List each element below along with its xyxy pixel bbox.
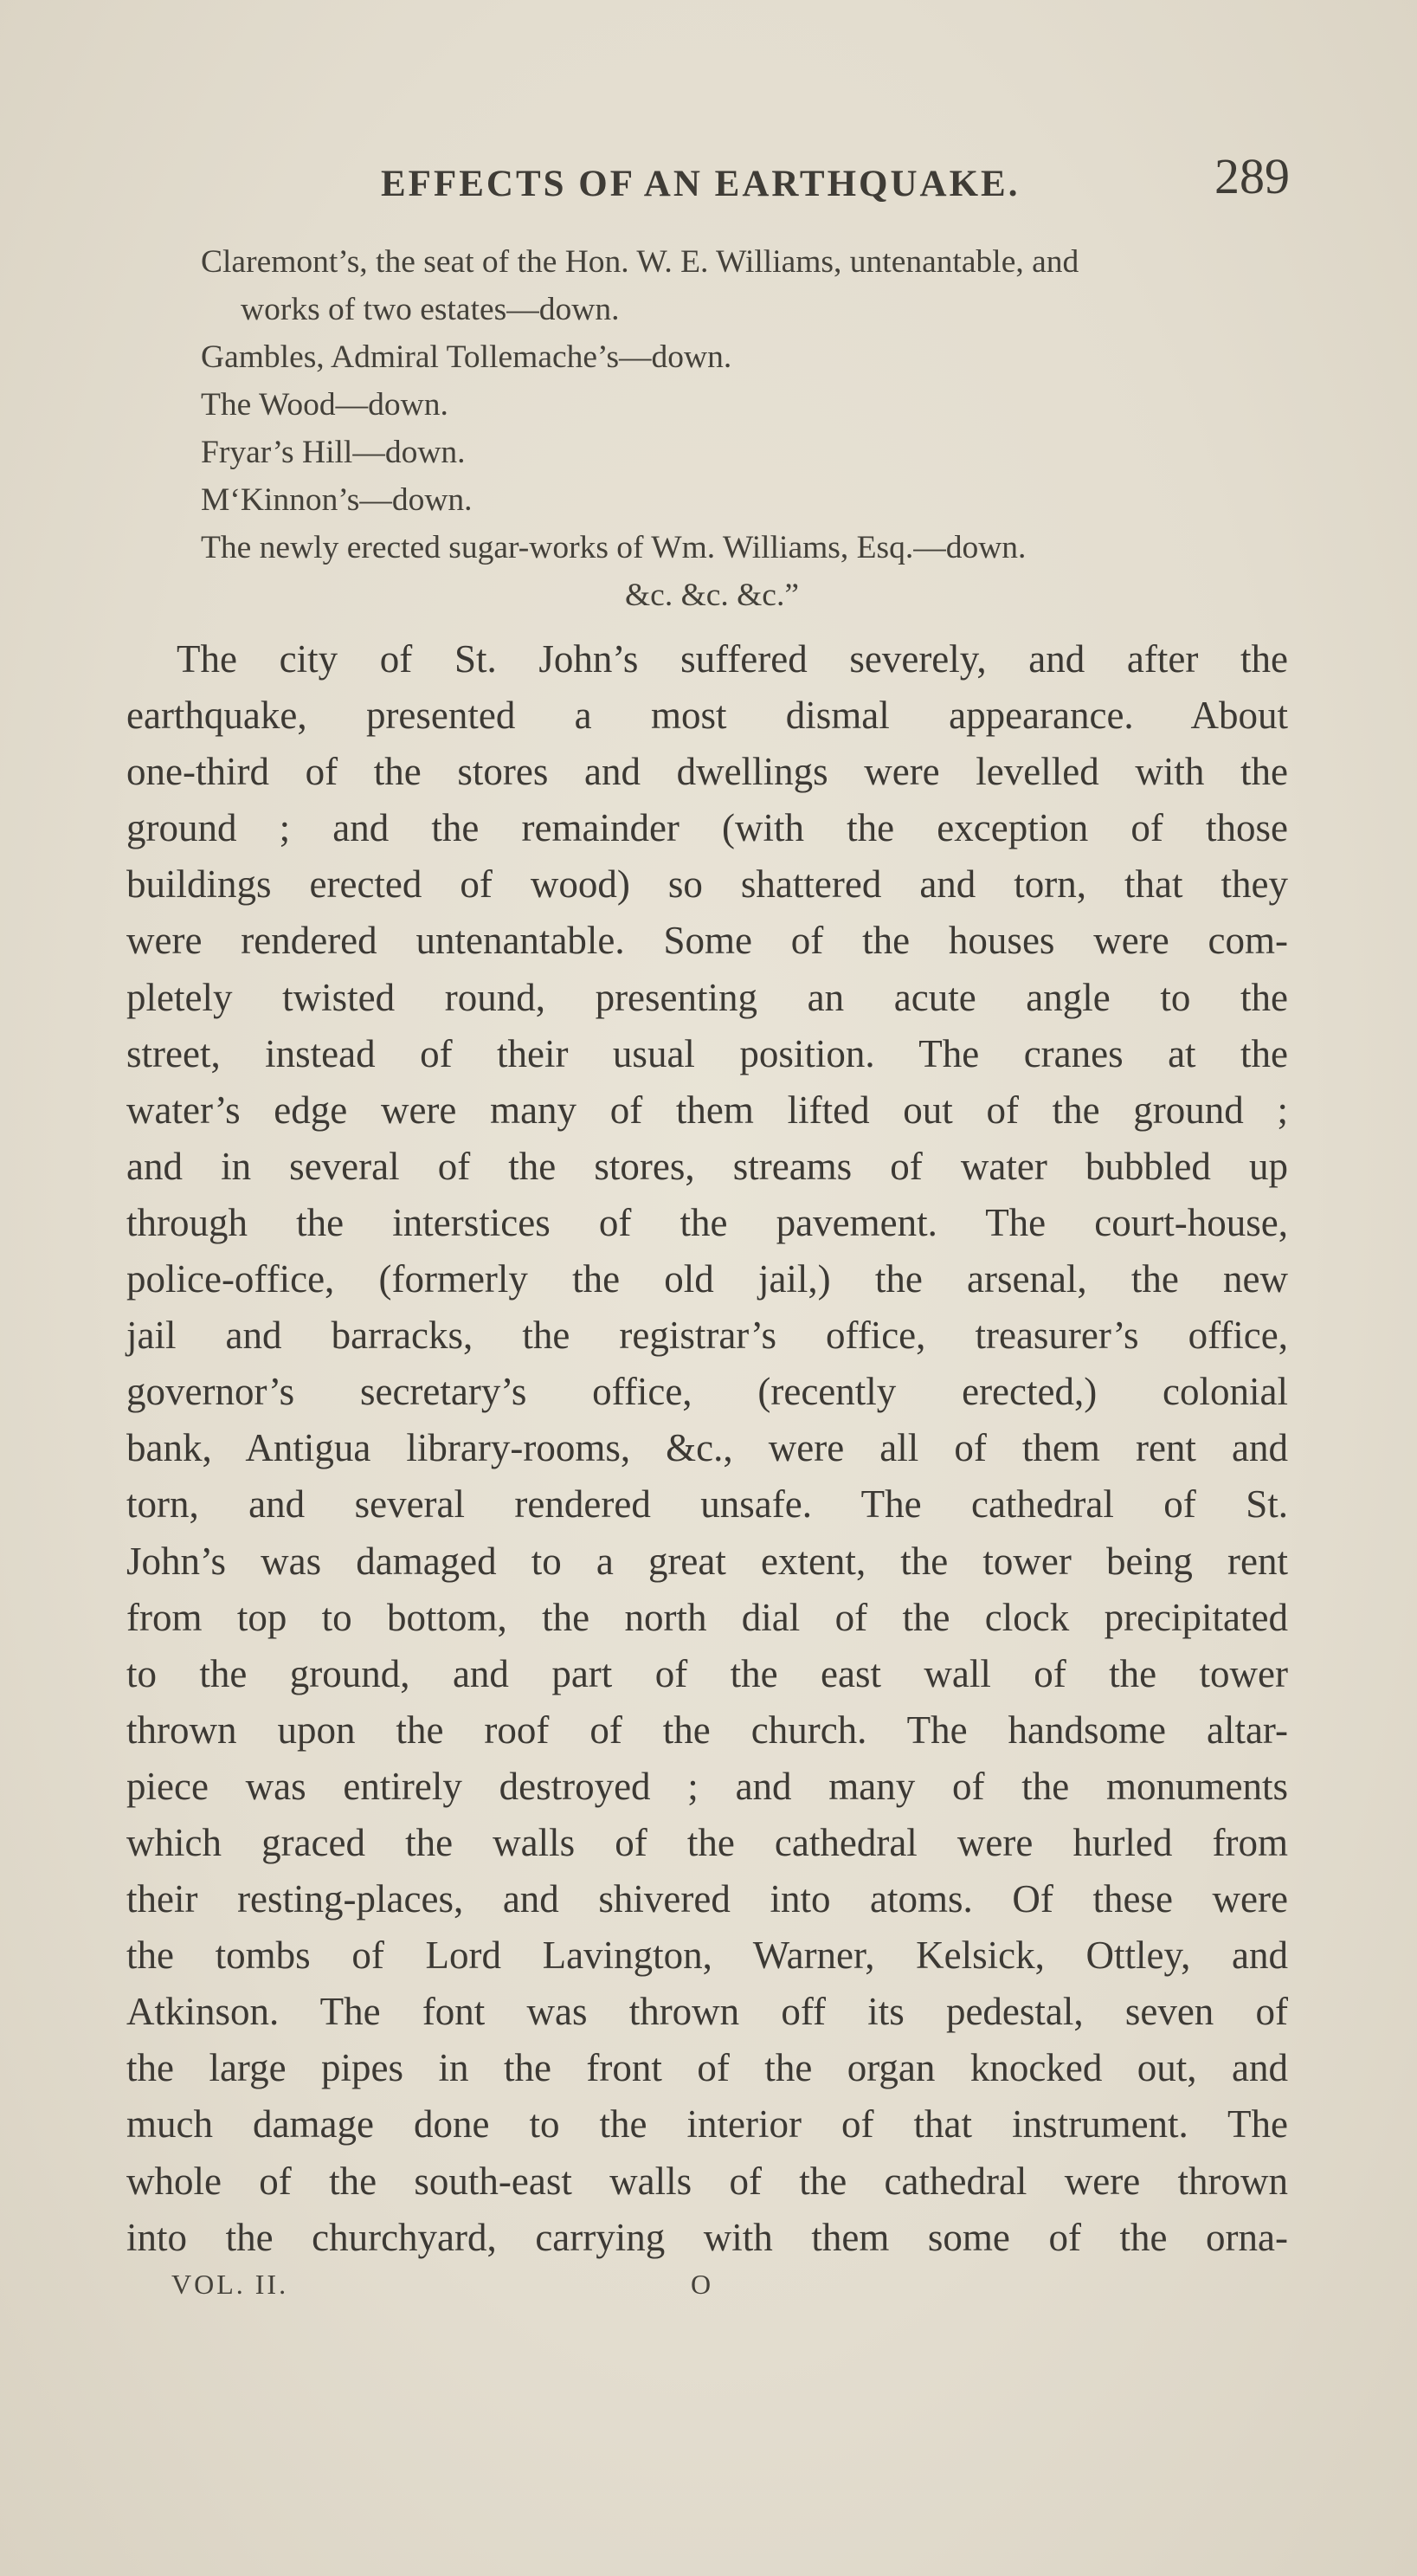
body-paragraph bbox=[126, 631, 1288, 2266]
text-line: pletely twisted round, presenting an acute angle to the bbox=[126, 975, 1288, 1019]
list-item: The Wood—down. bbox=[201, 387, 448, 423]
text-line: governor’s secretary’s office, (recently erected,) colonial bbox=[126, 1370, 1288, 1414]
text-line: buildings erected of wood) so shattered and torn, that they bbox=[126, 862, 1288, 907]
text-line: the large pipes in the front of the organ knocked out, and bbox=[126, 2046, 1288, 2090]
text-line: The city of St. John’s suffered severely, and after the bbox=[177, 637, 1288, 681]
list-item-continuation: works of two estates—down. bbox=[241, 292, 620, 327]
text-line: police-office, (formerly the old jail,) the arsenal, the new bbox=[126, 1257, 1288, 1301]
text-line: into the churchyard, carrying with them some of the orna- bbox=[126, 2215, 1288, 2259]
text-line: which graced the walls of the cathedral were hurled from bbox=[126, 1820, 1288, 1864]
text-line: their resting-places, and shivered into atoms. Of these were bbox=[126, 1877, 1288, 1921]
text-line: torn, and several rendered unsafe. The cathedral of St. bbox=[126, 1482, 1288, 1527]
text-line: to the ground, and part of the east wall of the tower bbox=[126, 1651, 1288, 1695]
text-line: one-third of the stores and dwellings were levelled with the bbox=[126, 750, 1288, 794]
text-line: John’s was damaged to a great extent, the tower being rent bbox=[126, 1539, 1288, 1583]
text-line: through the interstices of the pavement. The court-house, bbox=[126, 1200, 1288, 1244]
running-header bbox=[130, 147, 1290, 208]
text-line: the tombs of Lord Lavington, Warner, Kelsick, Ottley, and bbox=[126, 1934, 1288, 1978]
text-line: earthquake, presented a most dismal appearance. About bbox=[126, 694, 1288, 738]
damage-list bbox=[201, 238, 1326, 619]
text-line: piece was entirely destroyed ; and many of the monuments bbox=[126, 1764, 1288, 1808]
page-footer bbox=[171, 2269, 777, 2312]
text-line: thrown upon the roof of the church. The handsome altar- bbox=[126, 1708, 1288, 1752]
text-line: street, instead of their usual position. The cranes at the bbox=[126, 1031, 1288, 1075]
text-line: from top to bottom, the north dial of the clock precipitated bbox=[126, 1595, 1288, 1639]
text-line: were rendered untenantable. Some of the houses were com- bbox=[126, 919, 1288, 963]
text-line: bank, Antigua library-rooms, &c., were all of them rent and bbox=[126, 1426, 1288, 1470]
running-title: EFFECTS OF AN EARTHQUAKE. bbox=[381, 164, 1021, 204]
list-item: Claremont’s, the seat of the Hon. W. E. Williams, untenantable, and bbox=[201, 244, 1079, 280]
page-number: 289 bbox=[1214, 148, 1290, 204]
text-line: ground ; and the remainder (with the exception of those bbox=[126, 806, 1288, 850]
list-item: M‘Kinnon’s—down. bbox=[201, 482, 473, 518]
signature-mark: O bbox=[691, 2269, 714, 2300]
text-line: much damage done to the interior of that instrument. The bbox=[126, 2102, 1288, 2147]
list-item: The newly erected sugar-works of Wm. Williams, Esq.—down. bbox=[201, 530, 1027, 565]
text-line: whole of the south-east walls of the cathedral were thrown bbox=[126, 2159, 1288, 2203]
list-item: Fryar’s Hill—down. bbox=[201, 435, 466, 470]
text-line: water’s edge were many of them lifted out of the ground ; bbox=[126, 1088, 1288, 1132]
list-item: Gambles, Admiral Tollemache’s—down. bbox=[201, 339, 732, 375]
text-line: and in several of the stores, streams of water bubbled up bbox=[126, 1144, 1288, 1188]
text-line: jail and barracks, the registrar’s office, treasurer’s office, bbox=[126, 1314, 1288, 1358]
list-etc: &c. &c. &c.” bbox=[625, 578, 799, 613]
volume-label: VOL. II. bbox=[171, 2269, 289, 2300]
text-line: Atkinson. The font was thrown off its pedestal, seven of bbox=[126, 1990, 1288, 2034]
